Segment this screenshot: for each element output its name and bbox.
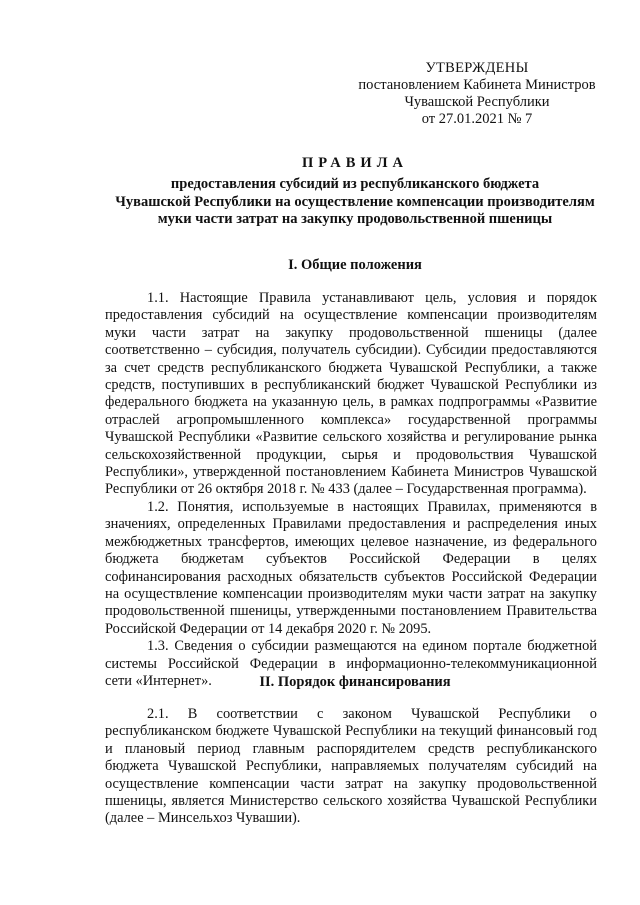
paragraph-2-1: 2.1. В соответствии с законом Чувашской Республики о республиканском бюджете Чувашской Республики на текущий финансовый год и плановый период главным распорядителем средств республиканского бюджета Чувашской Республики, направляемых получателям субсидий на осуществление компенсации части затрат на закупку продовольственной пшеницы, является Министерство сельского хозяйства Чувашской Республики (далее – Минсельхоз Чувашии). xyxy=(105,706,597,827)
approval-line-1: постановлением Кабинета Министров xyxy=(358,77,596,93)
subtitle-line-3: муки части затрат на закупку продовольственной пшеницы xyxy=(157,211,553,227)
approval-line-3: от 27.01.2021 № 7 xyxy=(421,111,533,127)
approval-heading: УТВЕРЖДЕНЫ xyxy=(425,60,529,76)
document-title: ПРАВИЛА xyxy=(302,155,408,171)
subtitle-line-1: предоставления субсидий из республиканского бюджета xyxy=(170,176,540,192)
paragraph-1-1: 1.1. Настоящие Правила устанавливают цель, условия и порядок предоставления субсидий на осуществление компенсации производителям муки части затрат на закупку продовольственной пшеницы (далее соответственно – субсидия, получатель субсидии). Субсидии предоставляются за счет средств республиканского бюджета Чувашской Республики, а также средств, поступивших в республиканский бюджет Чувашской Республики из федерального бюджета на указанную цель, в рамках подпрограммы «Развитие отраслей агропромышленного комплекса» государственной программы Чувашской Республики «Развитие сельского хозяйства и регулирование рынка сельскохозяйственной продукции, сырья и продовольствия Чувашской Республики», утвержденной постановлением Кабинета Министров Чувашской Республики от 26 октября 2018 г. № 433 (далее – Государственная программа). xyxy=(105,290,597,498)
section-2-body xyxy=(105,706,597,828)
paragraph-1-3: 1.3. Сведения о субсидии размещаются на едином портале бюджетной системы Российской Федерации в информационно-телекоммуникационной сети «Интернет». xyxy=(105,638,597,689)
approval-line-2: Чувашской Республики xyxy=(404,94,550,110)
document-subtitle xyxy=(60,176,640,229)
section-1-heading: I. Общие положения xyxy=(288,257,422,273)
approval-stamp xyxy=(352,60,602,128)
section-2-heading: II. Порядок финансирования xyxy=(259,674,451,690)
section-1-body xyxy=(105,290,597,690)
subtitle-line-2: Чувашской Республики на осуществление компенсации производителям xyxy=(115,193,595,210)
paragraph-1-2: 1.2. Понятия, используемые в настоящих Правилах, применяются в значениях, определенных Правилами предоставления и распределения иных межбюджетных трансфертов, имеющих целевое назначение, из федерального бюджета бюджетам субъектов Российской Федерации в целях софинансирования расходных обязательств субъектов Российской Федерации на осуществление компенсации производителям муки части затрат на закупку продовольственной пшеницы, утвержденными постановлением Правительства Российской Федерации от 14 декабря 2020 г. № 2095. xyxy=(105,498,597,637)
